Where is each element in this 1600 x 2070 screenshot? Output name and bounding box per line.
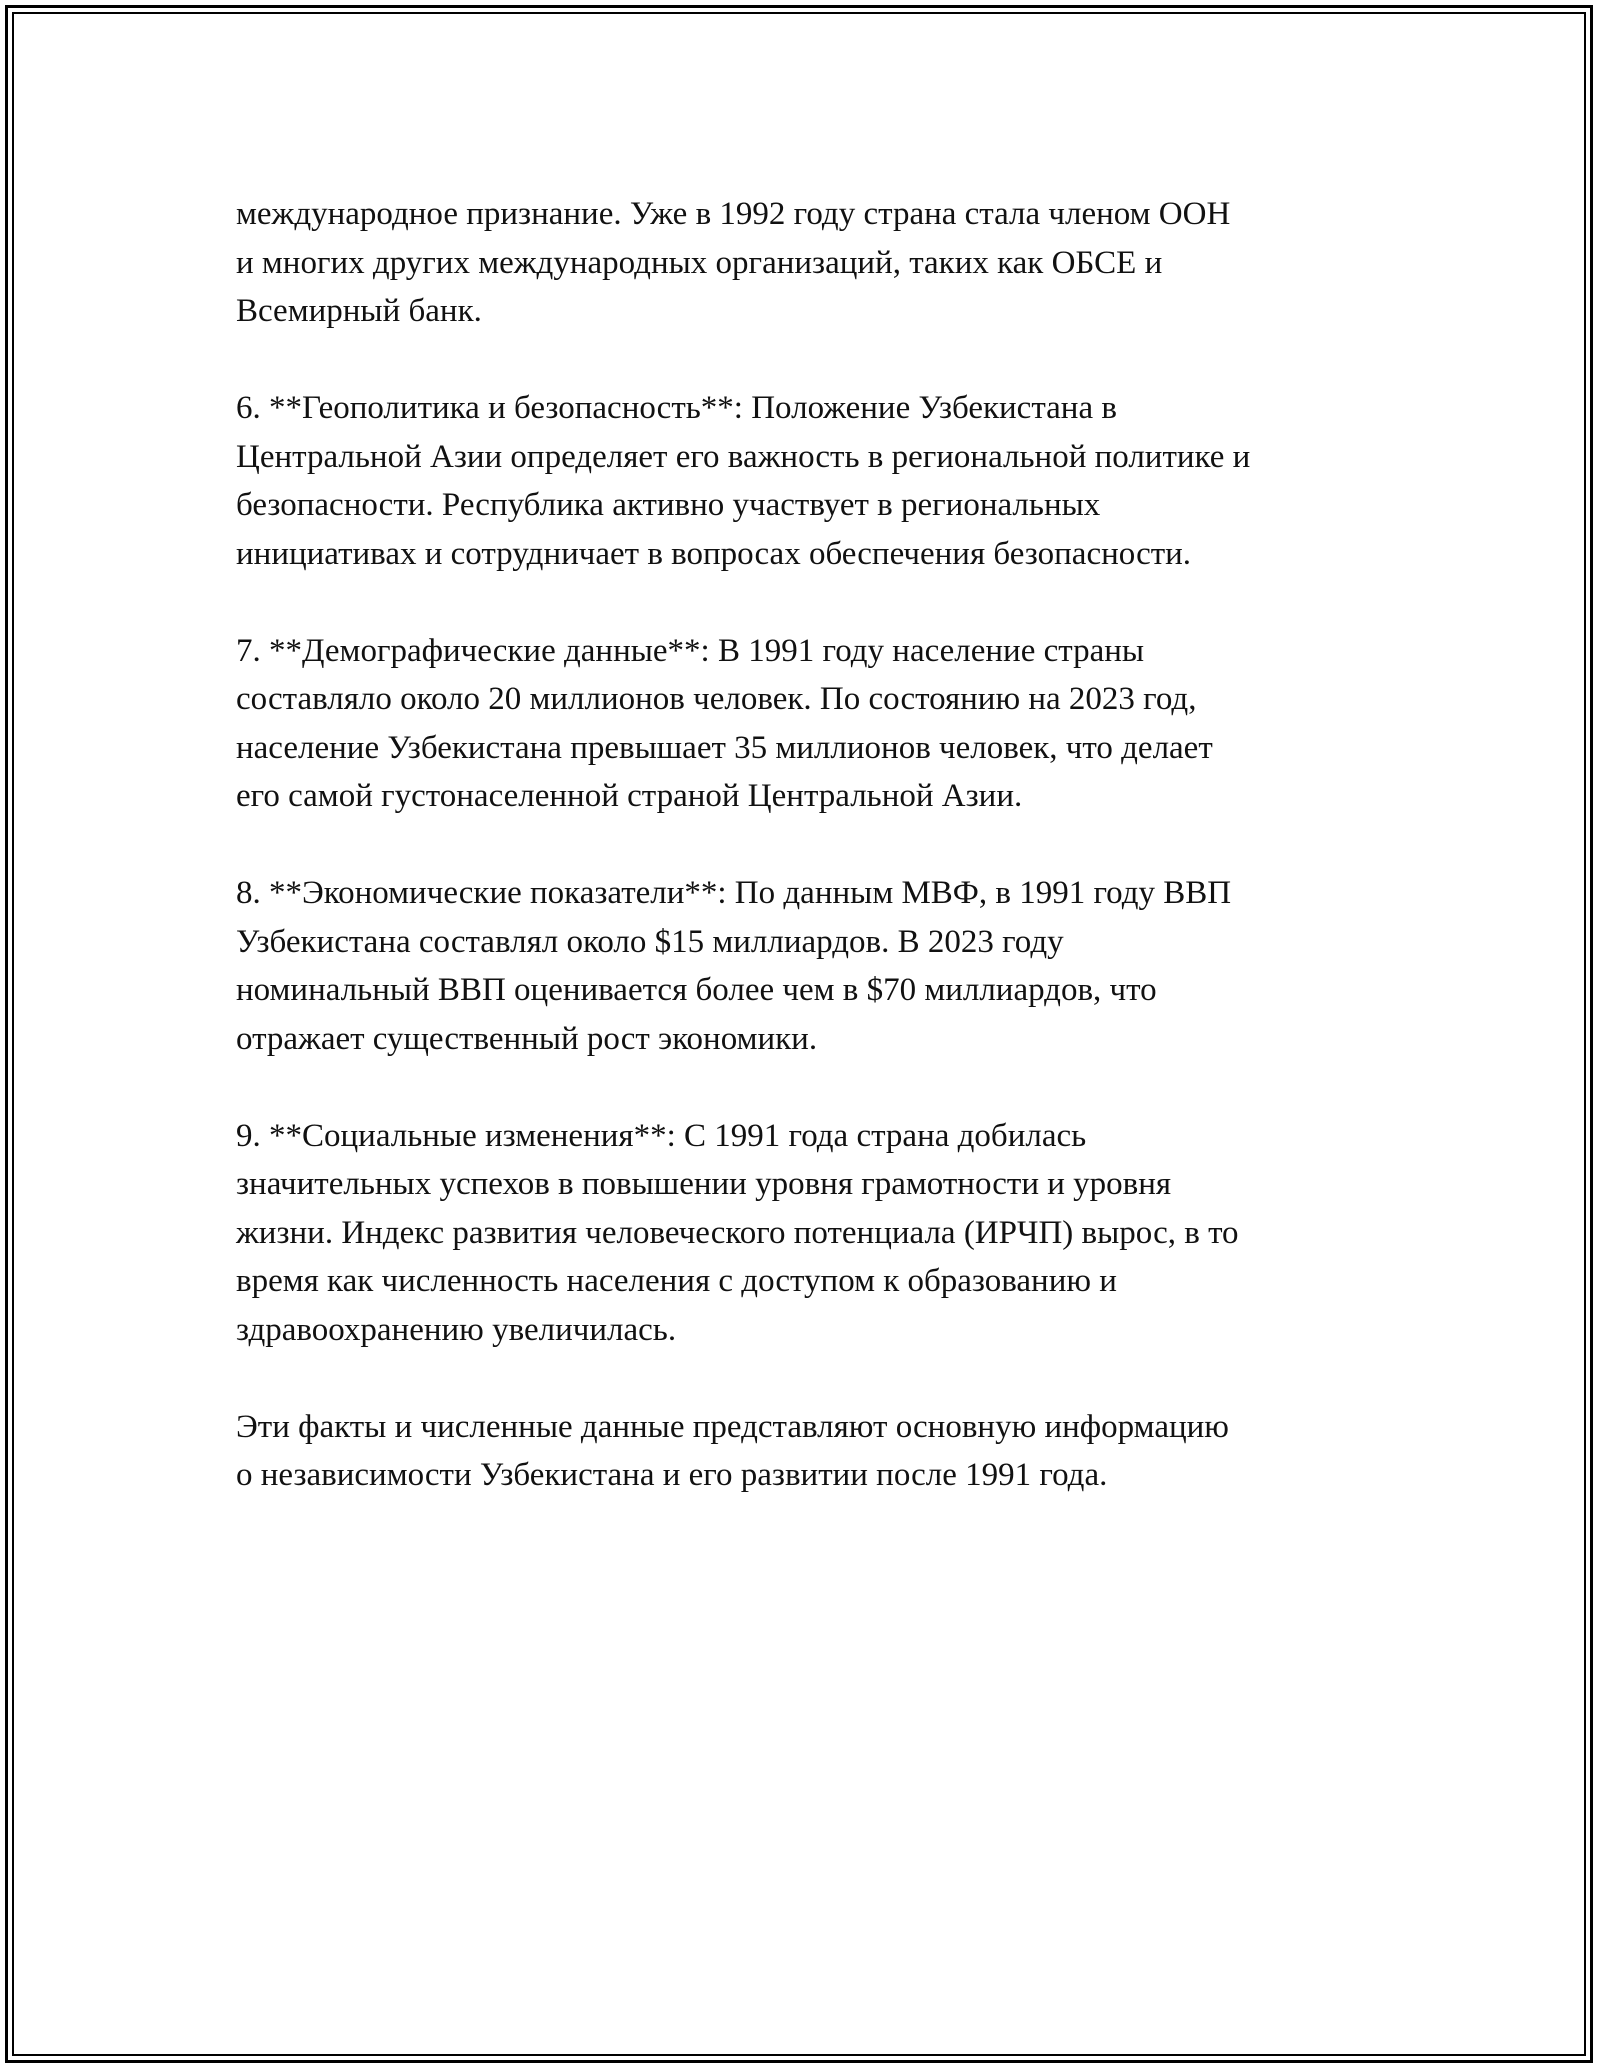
- text-line: Эти факты и численные данные представляют основную информацию: [236, 1408, 1229, 1445]
- text-line: 6. **Геополитика и безопасность**: Положение Узбекистана в: [236, 390, 1117, 426]
- text-line: инициативах и сотрудничает в вопросах обеспечения безопасности.: [236, 535, 1192, 572]
- text-line: и многих других международных организаций, таких как ОБСЕ и: [236, 244, 1163, 281]
- text-line: о независимости Узбекистана и его развитии после 1991 года.: [236, 1457, 1108, 1493]
- text-line: международное признание. Уже в 1992 году страна стала членом ООН: [236, 196, 1231, 232]
- text-line: жизни. Индекс развития человеческого потенциала (ИРЧП) вырос, в то: [236, 1214, 1239, 1251]
- text-line: безопасности. Республика активно участвует в региональных: [236, 487, 1101, 523]
- text-line: 9. **Социальные изменения**: С 1991 года страна добилась: [236, 1117, 1087, 1154]
- text-line: 8. **Экономические показатели**: По данным МВФ, в 1991 году ВВП: [236, 875, 1232, 911]
- paragraph-social: [236, 1112, 1376, 1355]
- text-line: номинальный ВВП оценивается более чем в $70 миллиардов, что: [236, 972, 1157, 1008]
- text-line: Центральной Азии определяет его важность в региональной политике и: [236, 438, 1251, 475]
- text-line: население Узбекистана превышает 35 миллионов человек, что делает: [236, 729, 1213, 766]
- paragraph-demographics: [236, 627, 1376, 821]
- paragraph-economics: [236, 869, 1376, 1063]
- paragraph-conclusion: [236, 1403, 1376, 1500]
- paragraph-geopolitics: [236, 384, 1376, 578]
- text-line: 7. **Демографические данные**: В 1991 году население страны: [236, 632, 1145, 669]
- paragraph-intro-continuation: [236, 190, 1376, 336]
- text-line: значительных успехов в повышении уровня грамотности и уровня: [236, 1166, 1172, 1202]
- text-line: Всемирный банк.: [236, 293, 482, 329]
- text-line: его самой густонаселенной страной Центральной Азии.: [236, 778, 1023, 814]
- text-line: время как численность населения с доступом к образованию и: [236, 1263, 1117, 1299]
- text-line: Узбекистана составлял около $15 миллиардов. В 2023 году: [236, 923, 1064, 960]
- text-line: отражает существенный рост экономики.: [236, 1020, 818, 1057]
- text-line: составляло около 20 миллионов человек. По состоянию на 2023 год,: [236, 681, 1197, 717]
- text-line: здравоохранению увеличилась.: [236, 1311, 677, 1348]
- document-body: [236, 190, 1376, 1500]
